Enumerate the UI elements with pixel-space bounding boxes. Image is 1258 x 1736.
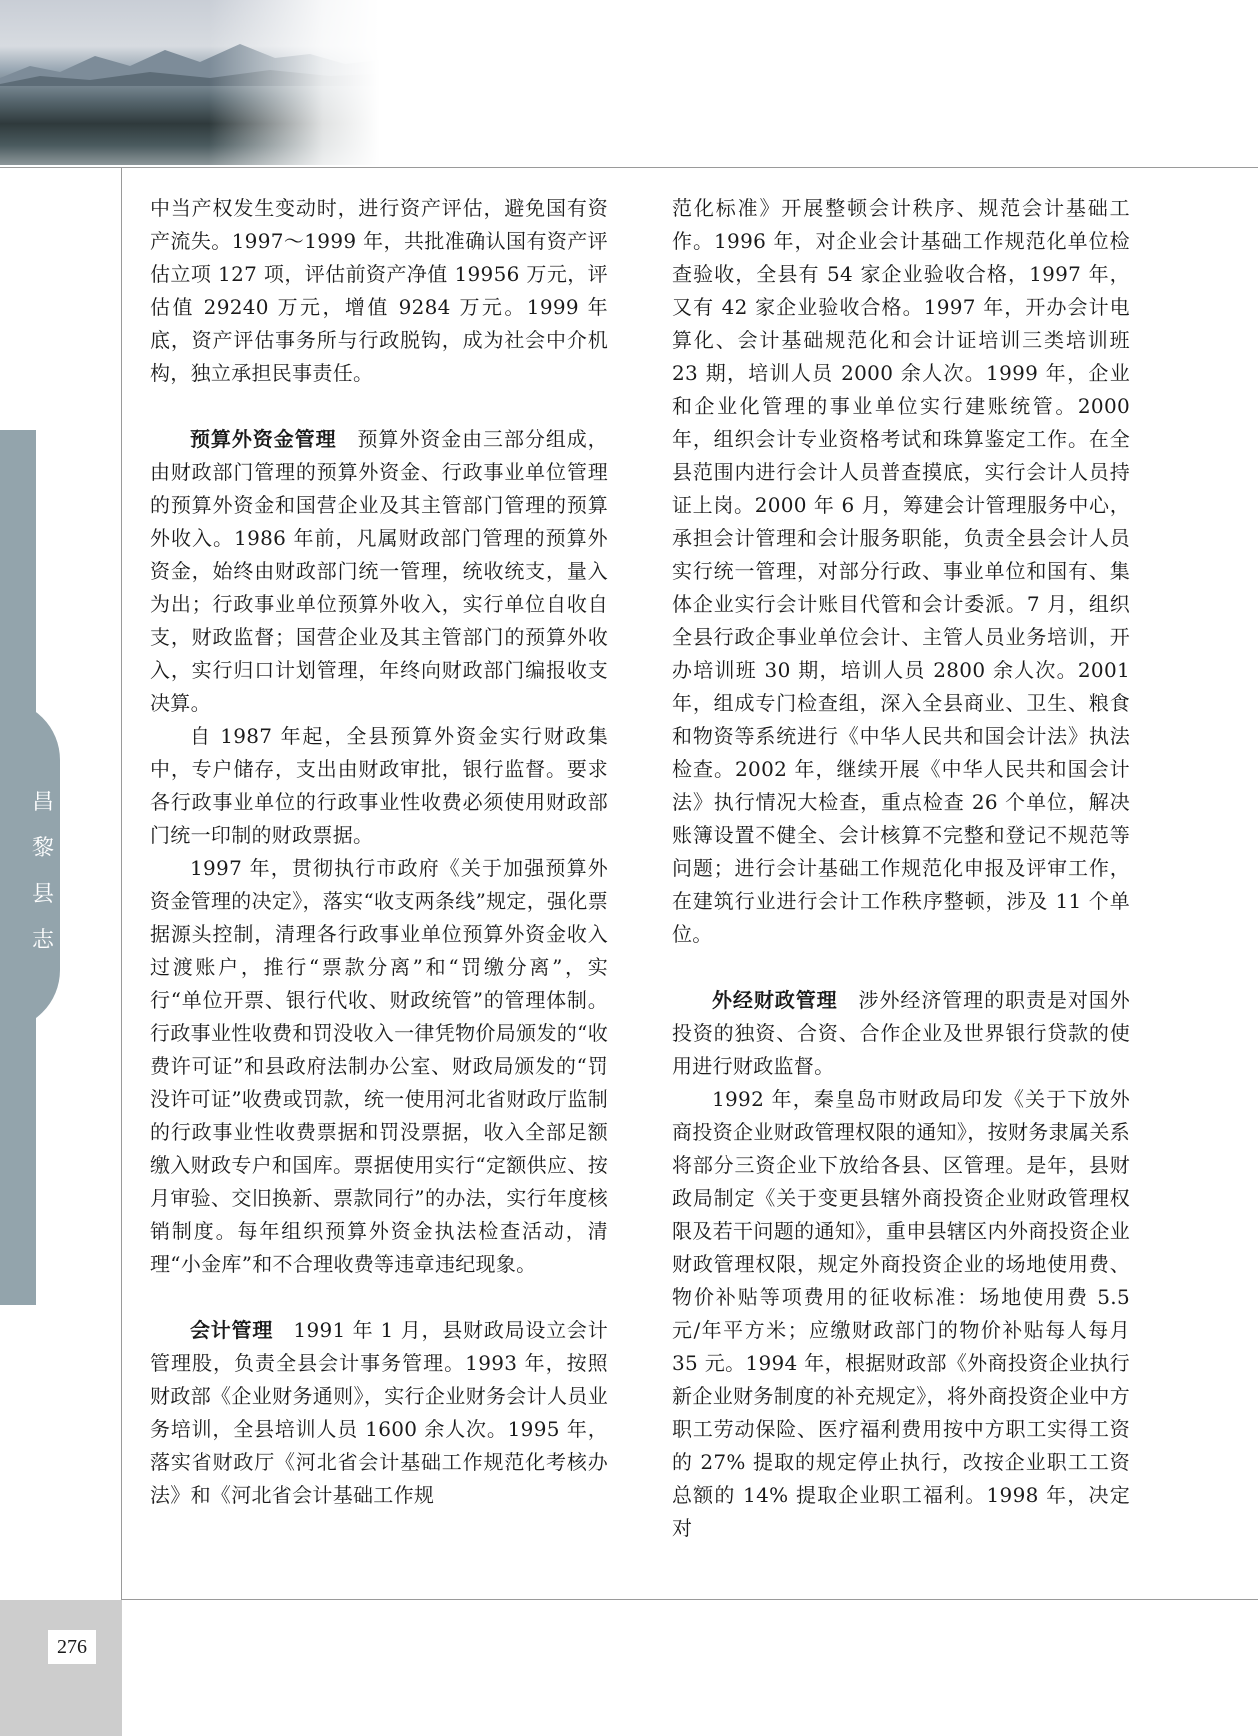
paragraph: 中当产权发生变动时，进行资产评估，避免国有资产流失。1997～1999 年，共批准确认国有资产评估立项 127 项，评估前资产净值 19956 万元，评估值 29240 万元，增值 9284 万元。1999 年底，资产评估事务所与行政脱钩，成为社会中介机构，独立承担民事责任。 (150, 196, 608, 385)
paragraph (672, 984, 1130, 1083)
paragraph-text: 预算外资金由三部分组成，由财政部门管理的预算外资金、行政事业单位管理的预算外资金和国营企业及其主管部门管理的预算外收入。1986 年前，凡属财政部门管理的预算外资金，始终由财政部门统一管理，统收统支，量入为出；行政事业单位预算外收入，实行单位自收自支，财政监督；国营企业及其主管部门的预算外收入，实行归口计划管理，年终向财政部门编报收支决算。 (150, 427, 608, 715)
paragraph: 1992 年，秦皇岛市财政局印发《关于下放外商投资企业财政管理权限的通知》，按财务隶属关系将部分三资企业下放给各县、区管理。是年，县财政局制定《关于变更县辖外商投资企业财政管理权限及若干问题的通知》，重申县辖区内外商投资企业财政管理权限，规定外商投资企业的场地使用费、物价补贴等项费用的征收标准：场地使用费 5.5 元/年平方米；应缴财政部门的物价补贴每人每月 35 元。1994 年，根据财政部《外商投资企业执行新企业财务制度的补充规定》，将外商投资企业中方职工劳动保险、医疗福利费用按中方职工实得工资的 27% 提取的规定停止执行，改按企业职工工资总额的 14% 提取企业职工福利。1998 年，决定对 (672, 1087, 1130, 1540)
paragraph: 自 1987 年起，全县预算外资金实行财政集中，专户储存，支出由财政审批，银行监督。要求各行政事业单位的行政事业性收费必须使用财政部门统一印制的财政票据。 (150, 724, 608, 847)
margin-rule (121, 168, 122, 1600)
side-title-char: 县 (31, 882, 54, 907)
header-photo (0, 0, 380, 165)
right-column (672, 192, 1130, 1545)
paragraph-text: 涉外经济管理的职责是对国外投资的独资、合资、合作企业及世界银行贷款的使用进行财政监督。 (672, 988, 1130, 1078)
paragraph (150, 1314, 608, 1512)
left-column (150, 192, 608, 1512)
section-heading: 外经财政管理 (712, 988, 838, 1012)
page-number: 276 (48, 1630, 96, 1664)
side-title-char: 志 (31, 928, 54, 953)
paragraph-text: 1991 年 1 月，县财政局设立会计管理股，负责全县会计事务管理。1993 年，按照财政部《企业财务通则》，实行企业财务会计人员业务培训，全县培训人员 1600 余人次。1995 年，落实省财政厅《河北省会计基础工作规范化考核办法》和《河北省会计基础工作规 (150, 1318, 608, 1507)
side-book-title (28, 780, 58, 964)
paragraph: 1997 年，贯彻执行市政府《关于加强预算外资金管理的决定》，落实“收支两条线”规定，强化票据源头控制，清理各行政事业单位预算外资金收入过渡账户，推行“票款分离”和“罚缴分离”，实行“单位开票、银行代收、财政统管”的管理体制。行政事业性收费和罚没收入一律凭物价局颁发的“收费许可证”和县政府法制办公室、财政局颁发的“罚没许可证”收费或罚款，统一使用河北省财政厅监制的行政事业性收费票据和罚没票据，收入全部足额缴入财政专户和国库。票据使用实行“定额供应、按月审验、交旧换新、票款同行”的办法，实行年度核销制度。每年组织预算外资金执法检查活动，清理“小金库”和不合理收费等违章违纪现象。 (150, 856, 608, 1276)
side-title-char: 黎 (31, 836, 54, 861)
side-title-char: 昌 (31, 790, 54, 815)
header-rule (0, 167, 1258, 168)
header-photo-fade (0, 0, 380, 165)
section-heading: 预算外资金管理 (190, 427, 337, 451)
footer-rule (122, 1599, 1258, 1600)
paragraph (150, 423, 608, 720)
paragraph: 范化标准》开展整顿会计秩序、规范会计基础工作。1996 年，对企业会计基础工作规范化单位检查验收，全县有 54 家企业验收合格，1997 年，又有 42 家企业验收合格。1997 年，开办会计电算化、会计基础规范化和会计证培训三类培训班 23 期，培训人员 2000 余人次。1999 年，企业和企业化管理的事业单位实行建账统管。2000 年，组织会计专业资格考试和珠算鉴定工作。在全县范围内进行会计人员普查摸底，实行会计人员持证上岗。2000 年 6 月，筹建会计管理服务中心，承担会计管理和会计服务职能，负责全县会计人员实行统一管理，对部分行政、事业单位和国有、集体企业实行会计账目代管和会计委派。7 月，组织全县行政企事业单位会计、主管人员业务培训，开办培训班 30 期，培训人员 2800 余人次。2001 年，组成专门检查组，深入全县商业、卫生、粮食和物资等系统进行《中华人民共和国会计法》执法检查。2002 年，继续开展《中华人民共和国会计法》执行情况大检查，重点检查 26 个单位，解决账簿设置不健全、会计核算不完整和登记不规范等问题；进行会计基础工作规范化申报及评审工作，在建筑行业进行会计工作秩序整顿，涉及 11 个单位。 (672, 196, 1130, 946)
footer-grey-block (0, 1600, 122, 1736)
section-heading: 会计管理 (190, 1318, 274, 1342)
